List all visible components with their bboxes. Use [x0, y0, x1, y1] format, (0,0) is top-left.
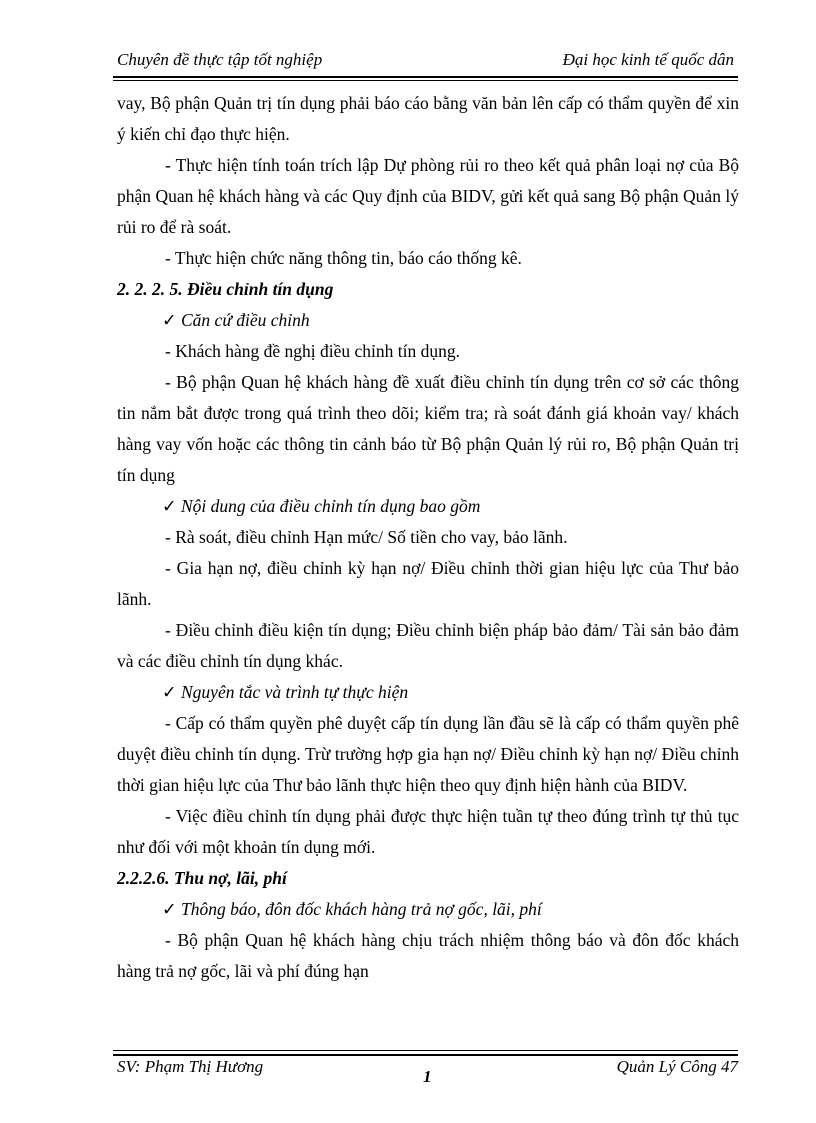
checklist-label: Thông báo, đôn đốc khách hàng trả nợ gốc, lãi, phí	[181, 899, 542, 919]
paragraph: vay, Bộ phận Quản trị tín dụng phải báo cáo bằng văn bản lên cấp có thẩm quyền để xin ý kiến chỉ đạo thực hiện.	[117, 93, 739, 144]
footer-left: SV: Phạm Thị Hương	[117, 1057, 264, 1076]
paragraph: - Cấp có thẩm quyền phê duyệt cấp tín dụng lần đầu sẽ là cấp có thẩm quyền phê duyệt điều chỉnh tín dụng. Trừ trường hợp gia hạn nợ/ Điều chỉnh kỳ hạn nợ/ Điều chỉnh thời gian hiệu lực của Thư bảo lãnh thực hiện theo quy định hiện hành của BIDV.	[117, 713, 739, 795]
paragraph: - Việc điều chỉnh tín dụng phải được thực hiện tuần tự theo đúng trình tự thủ tục như đối với một khoản tín dụng mới.	[117, 806, 739, 857]
paragraph: - Điều chỉnh điều kiện tín dụng; Điều chỉnh biện pháp bảo đảm/ Tài sản bảo đảm và các điều chỉnh tín dụng khác.	[117, 620, 739, 671]
checklist-item	[117, 677, 739, 708]
paragraph: - Khách hàng đề nghị điều chỉnh tín dụng.	[165, 341, 461, 361]
section-heading: 2. 2. 2. 5. Điều chỉnh tín dụng	[117, 279, 334, 299]
header-right: Đại học kinh tế quốc dân	[562, 50, 734, 69]
paragraph: - Bộ phận Quan hệ khách hàng chịu trách nhiệm thông báo và đôn đốc khách hàng trả nợ gốc, lãi và phí đúng hạn	[117, 930, 739, 981]
paragraph: - Bộ phận Quan hệ khách hàng đề xuất điều chỉnh tín dụng trên cơ sở các thông tin nắm bắt được trong quá trình theo dõi; kiểm tra; rà soát đánh giá khoản vay/ khách hàng vay vốn hoặc các thông tin cảnh báo từ Bộ phận Quản lý rủi ro, Bộ phận Quản trị tín dụng	[117, 372, 739, 485]
paragraph: - Gia hạn nợ, điều chỉnh kỳ hạn nợ/ Điều chỉnh thời gian hiệu lực của Thư bảo lãnh.	[117, 558, 739, 609]
checklist-item	[117, 491, 739, 522]
checkmark-icon: ✓	[162, 899, 177, 919]
page-number: 1	[423, 1067, 432, 1086]
checklist-item	[117, 894, 739, 925]
checklist-label: Căn cứ điều chỉnh	[181, 310, 310, 330]
checklist-label: Nguyên tắc và trình tự thực hiện	[181, 682, 409, 702]
checklist-item	[117, 305, 739, 336]
checklist-label: Nội dung của điều chỉnh tín dụng bao gồm	[181, 496, 481, 516]
header-rule-thick	[113, 76, 738, 78]
paragraph: - Thực hiện chức năng thông tin, báo cáo thống kê.	[165, 248, 522, 268]
footer-right: Quản Lý Công 47	[616, 1057, 738, 1076]
checkmark-icon: ✓	[162, 310, 177, 330]
checkmark-icon: ✓	[162, 682, 177, 702]
footer-rule-thick	[113, 1054, 738, 1056]
header-left: Chuyên đề thực tập tốt nghiệp	[117, 50, 323, 69]
section-heading: 2.2.2.6. Thu nợ, lãi, phí	[117, 868, 287, 888]
paragraph: - Thực hiện tính toán trích lập Dự phòng rủi ro theo kết quả phân loại nợ của Bộ phận Quan hệ khách hàng và các Quy định của BIDV, gửi kết quả sang Bộ phận Quản lý rủi ro để rà soát.	[117, 155, 739, 237]
footer-rule-thin	[113, 1050, 738, 1051]
checkmark-icon: ✓	[162, 496, 177, 516]
page-content	[117, 88, 739, 987]
header-rule-thin	[113, 80, 738, 81]
paragraph: - Rà soát, điều chỉnh Hạn mức/ Số tiền cho vay, bảo lãnh.	[165, 527, 568, 547]
